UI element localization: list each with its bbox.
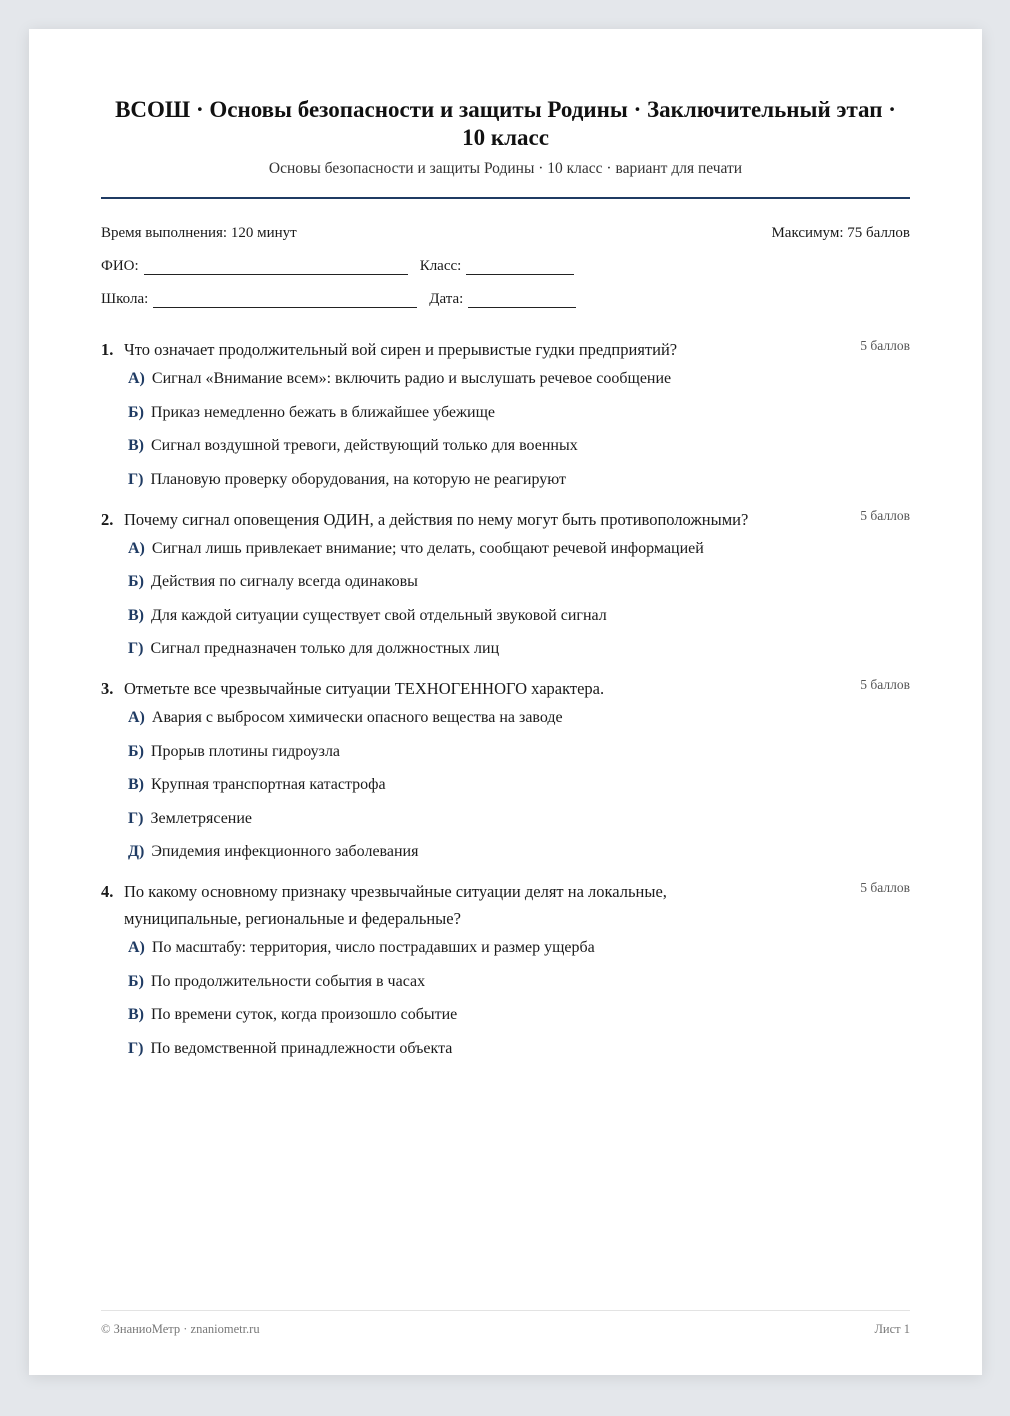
option-text: Авария с выбросом химически опасного вещества на заводе (151, 709, 563, 726)
answer-option[interactable] (128, 809, 910, 829)
date-label: Дата: (429, 291, 464, 307)
school-field[interactable] (153, 293, 417, 308)
fio-field[interactable] (144, 260, 408, 275)
date-field[interactable] (468, 293, 576, 308)
footer-copyright: © ЗнаниоМетр · znaniometr.ru (101, 1322, 260, 1336)
question-text: Почему сигнал оповещения ОДИН, а действия по нему могут быть противоположными? (124, 509, 749, 529)
option-letter: В) (128, 437, 144, 454)
answer-option[interactable] (128, 742, 910, 762)
option-text: Крупная транспортная катастрофа (151, 776, 386, 793)
fio-label: ФИО: (101, 258, 139, 274)
option-text: Сигнал воздушной тревоги, действующий только для военных (151, 437, 578, 454)
answer-option[interactable] (128, 606, 910, 626)
option-letter: Д) (128, 843, 145, 860)
answer-option[interactable] (128, 436, 910, 456)
question-number: 4. (101, 882, 114, 901)
option-text: По времени суток, когда произошло событие (151, 1006, 458, 1023)
option-text: Плановую проверку оборудования, на которую не реагируют (150, 470, 566, 488)
option-letter: Г) (128, 470, 144, 488)
option-text: Прорыв плотины гидроузла (150, 742, 341, 760)
footer-page-number: Лист 1 (874, 1322, 910, 1336)
question-text: Отметьте все чрезвычайные ситуации ТЕХНОГЕННОГО характера. (124, 679, 605, 698)
option-letter: Б) (128, 573, 144, 590)
meta-row (101, 224, 910, 242)
option-letter: А) (128, 939, 145, 956)
option-letter: Б) (128, 742, 144, 760)
option-text: По масштабу: территория, число пострадавших и размер ущерба (151, 939, 595, 956)
answer-option[interactable] (128, 1005, 910, 1025)
question-points: 5 баллов (860, 507, 910, 523)
option-letter: Б) (128, 403, 144, 421)
question-text: Что означает продолжительный вой сирен и прерывистые гудки предприятий? (124, 340, 678, 359)
question-2 (101, 506, 910, 660)
option-letter: А) (128, 370, 145, 387)
time-limit: Время выполнения: 120 минут (101, 225, 297, 241)
page-footer (101, 1310, 910, 1337)
answer-option[interactable] (128, 369, 910, 389)
question-points: 5 баллов (860, 338, 910, 353)
answer-option[interactable] (128, 403, 910, 423)
page-title: ВСОШ · Основы безопасности и защиты Родины · Заключительный этап · 10 класс (115, 97, 896, 150)
question-points: 5 баллов (860, 677, 910, 692)
option-text: Сигнал «Внимание всем»: включить радио и выслушать речевое сообщение (151, 370, 672, 387)
school-date-row (101, 290, 910, 308)
max-score: Максимум: 75 баллов (771, 225, 910, 241)
question-1 (101, 336, 910, 490)
page-sheet (29, 29, 982, 1375)
option-text: Эпидемия инфекционного заболевания (151, 843, 419, 860)
class-field[interactable] (466, 260, 574, 275)
answer-option[interactable] (128, 639, 910, 659)
answer-option[interactable] (128, 938, 910, 958)
school-label: Школа: (101, 291, 149, 307)
option-text: Землетрясение (150, 809, 253, 827)
answer-option[interactable] (128, 842, 910, 862)
option-text: Для каждой ситуации существует свой отдельный звуковой сигнал (151, 606, 607, 624)
answer-option[interactable] (128, 972, 910, 992)
option-letter: Г) (128, 1039, 144, 1057)
answer-option[interactable] (128, 775, 910, 795)
header-divider (101, 197, 910, 199)
option-text: Действия по сигналу всегда одинаковы (150, 573, 418, 590)
option-letter: А) (128, 709, 145, 726)
question-text: По какому основному признаку чрезвычайные ситуации делят на локальные, муниципальные, региональные и федеральные? (124, 882, 667, 928)
page-subtitle: Основы безопасности и защиты Родины · 10 класс · вариант для печати (268, 160, 743, 177)
option-text: Приказ немедленно бежать в ближайшее убежище (150, 403, 496, 421)
option-letter: В) (128, 1006, 144, 1023)
option-letter: А) (128, 539, 145, 557)
option-letter: В) (128, 606, 144, 624)
question-points: 5 баллов (860, 880, 910, 895)
class-label: Класс: (419, 258, 462, 274)
option-letter: Г) (128, 809, 144, 827)
answer-option[interactable] (128, 539, 910, 559)
question-3 (101, 675, 910, 862)
option-text: Сигнал лишь привлекает внимание; что делать, сообщают речевой информацией (151, 539, 704, 557)
answer-option[interactable] (128, 1039, 910, 1059)
option-text: По продолжительности события в часах (150, 972, 426, 990)
option-letter: Г) (128, 640, 144, 657)
option-letter: В) (128, 776, 144, 793)
question-number: 3. (101, 679, 114, 698)
option-text: Сигнал предназначен только для должностных лиц (150, 640, 500, 657)
questions-list (101, 336, 910, 1059)
question-number: 1. (101, 340, 114, 359)
answer-option[interactable] (128, 470, 910, 490)
option-text: По ведомственной принадлежности объекта (150, 1039, 453, 1057)
question-4 (101, 878, 910, 1059)
question-number: 2. (101, 509, 114, 529)
option-letter: Б) (128, 972, 144, 990)
answer-option[interactable] (128, 708, 910, 728)
fio-class-row (101, 257, 910, 275)
answer-option[interactable] (128, 572, 910, 592)
